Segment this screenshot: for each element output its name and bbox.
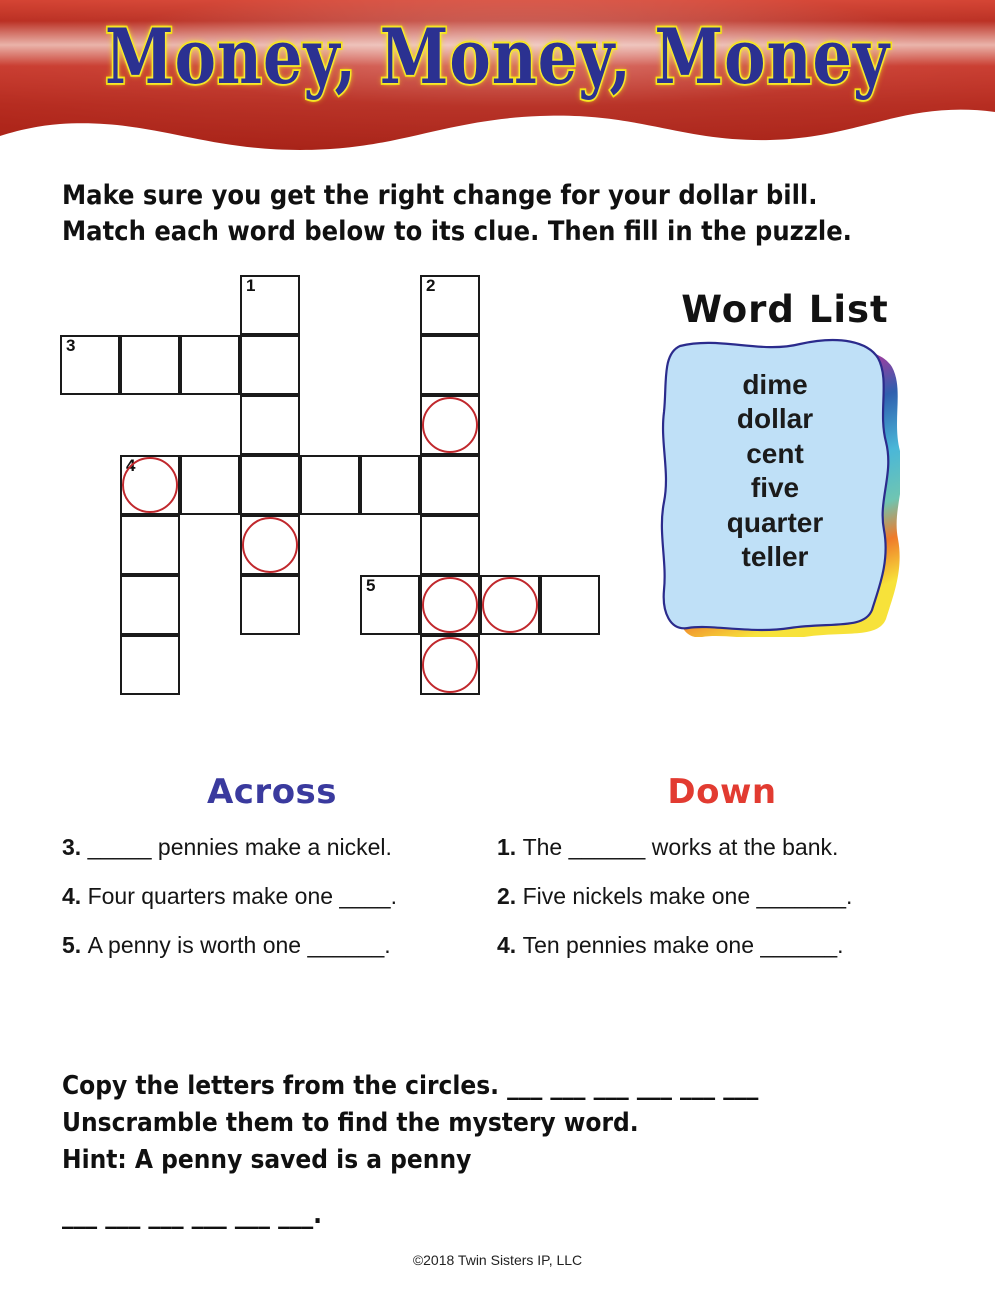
crossword-cell[interactable]: [120, 575, 180, 635]
answer-circle: [422, 637, 478, 693]
clue-number: 5.: [62, 932, 88, 958]
down-heading: Down: [667, 772, 777, 812]
down-clue-list: [497, 834, 947, 959]
bottom-instructions: [62, 1068, 962, 1179]
crossword-cell[interactable]: [360, 575, 420, 635]
clue-number: 1.: [497, 834, 523, 860]
crossword-cell[interactable]: [420, 515, 480, 575]
clue-number: 4.: [62, 883, 88, 909]
clue-number: 4.: [497, 932, 523, 958]
answer-circle: [482, 577, 538, 633]
clue-number: 2.: [497, 883, 523, 909]
crossword-cell[interactable]: [240, 455, 300, 515]
across-heading: Across: [206, 772, 338, 812]
crossword-cell[interactable]: [420, 275, 480, 335]
mystery-word-blanks[interactable]: ___ ___ ___ ___ ___ ___.: [62, 1200, 323, 1230]
crossword-cell[interactable]: [120, 635, 180, 695]
clue-text: The ______ works at the bank.: [522, 834, 839, 860]
clue-item: [497, 932, 947, 959]
answer-circle: [422, 397, 478, 453]
clue-text: _____ pennies make a nickel.: [87, 834, 392, 860]
cell-number: 1: [246, 276, 256, 295]
crossword-cell[interactable]: [120, 335, 180, 395]
clue-number: 3.: [62, 834, 88, 860]
answer-circle: [242, 517, 298, 573]
word-list-title: Word List: [681, 288, 889, 331]
word-list-item: cent: [746, 437, 804, 469]
crossword-cell[interactable]: [240, 395, 300, 455]
crossword-grid[interactable]: [0, 0, 640, 720]
across-clues: [62, 772, 482, 959]
crossword-cell[interactable]: [420, 335, 480, 395]
clue-text: Five nickels make one _______.: [522, 883, 853, 909]
clue-item: [497, 883, 947, 910]
clue-text: Ten pennies make one ______.: [522, 932, 844, 958]
bottom-line-3: Hint: A penny saved is a penny: [62, 1144, 472, 1175]
cell-number: 3: [66, 336, 76, 355]
cell-number: 5: [366, 576, 376, 595]
word-list-item: quarter: [726, 506, 824, 538]
cell-number: 4: [126, 456, 136, 475]
crossword-cell[interactable]: [240, 335, 300, 395]
word-list-item: dollar: [736, 403, 814, 435]
word-list-words: [655, 368, 895, 575]
across-clue-list: [62, 834, 482, 959]
bottom-line-2: Unscramble them to find the mystery word.: [62, 1107, 639, 1138]
down-clues: [497, 772, 947, 959]
crossword-cell[interactable]: [60, 335, 120, 395]
word-list-item: five: [750, 472, 800, 504]
answer-circle: [422, 577, 478, 633]
instructions-line-2: Match each word below to its clue. Then fill in the puzzle.: [62, 216, 852, 248]
crossword-cell[interactable]: [420, 575, 480, 635]
crossword-cell[interactable]: [420, 455, 480, 515]
clue-item: [62, 883, 482, 910]
crossword-cell[interactable]: [420, 635, 480, 695]
copyright-notice: ©2018 Twin Sisters IP, LLC: [412, 1252, 583, 1268]
clue-text: Four quarters make one ____.: [87, 883, 397, 909]
crossword-cell[interactable]: [240, 275, 300, 335]
word-list-item: dime: [742, 369, 808, 400]
crossword-cell[interactable]: [420, 395, 480, 455]
crossword-cell[interactable]: [360, 455, 420, 515]
clue-text: A penny is worth one ______.: [87, 932, 391, 958]
crossword-cell[interactable]: [120, 455, 180, 515]
crossword-cell[interactable]: [240, 575, 300, 635]
page-title: Money, Money, Money: [104, 12, 891, 102]
crossword-cell[interactable]: [480, 575, 540, 635]
crossword-cell[interactable]: [120, 515, 180, 575]
crossword-cell[interactable]: [540, 575, 600, 635]
cell-number: 2: [426, 276, 436, 295]
crossword-cell[interactable]: [240, 515, 300, 575]
instructions-line-1: Make sure you get the right change for your dollar bill.: [62, 180, 818, 211]
crossword-cell[interactable]: [180, 455, 240, 515]
clue-item: [497, 834, 947, 861]
word-list-item: teller: [741, 541, 809, 573]
crossword-cell[interactable]: [300, 455, 360, 515]
bottom-line-1: Copy the letters from the circles. ___ ___ ___ ___ ___ ___: [62, 1071, 759, 1101]
clue-item: [62, 834, 482, 861]
clue-item: [62, 932, 482, 959]
crossword-cell[interactable]: [180, 335, 240, 395]
